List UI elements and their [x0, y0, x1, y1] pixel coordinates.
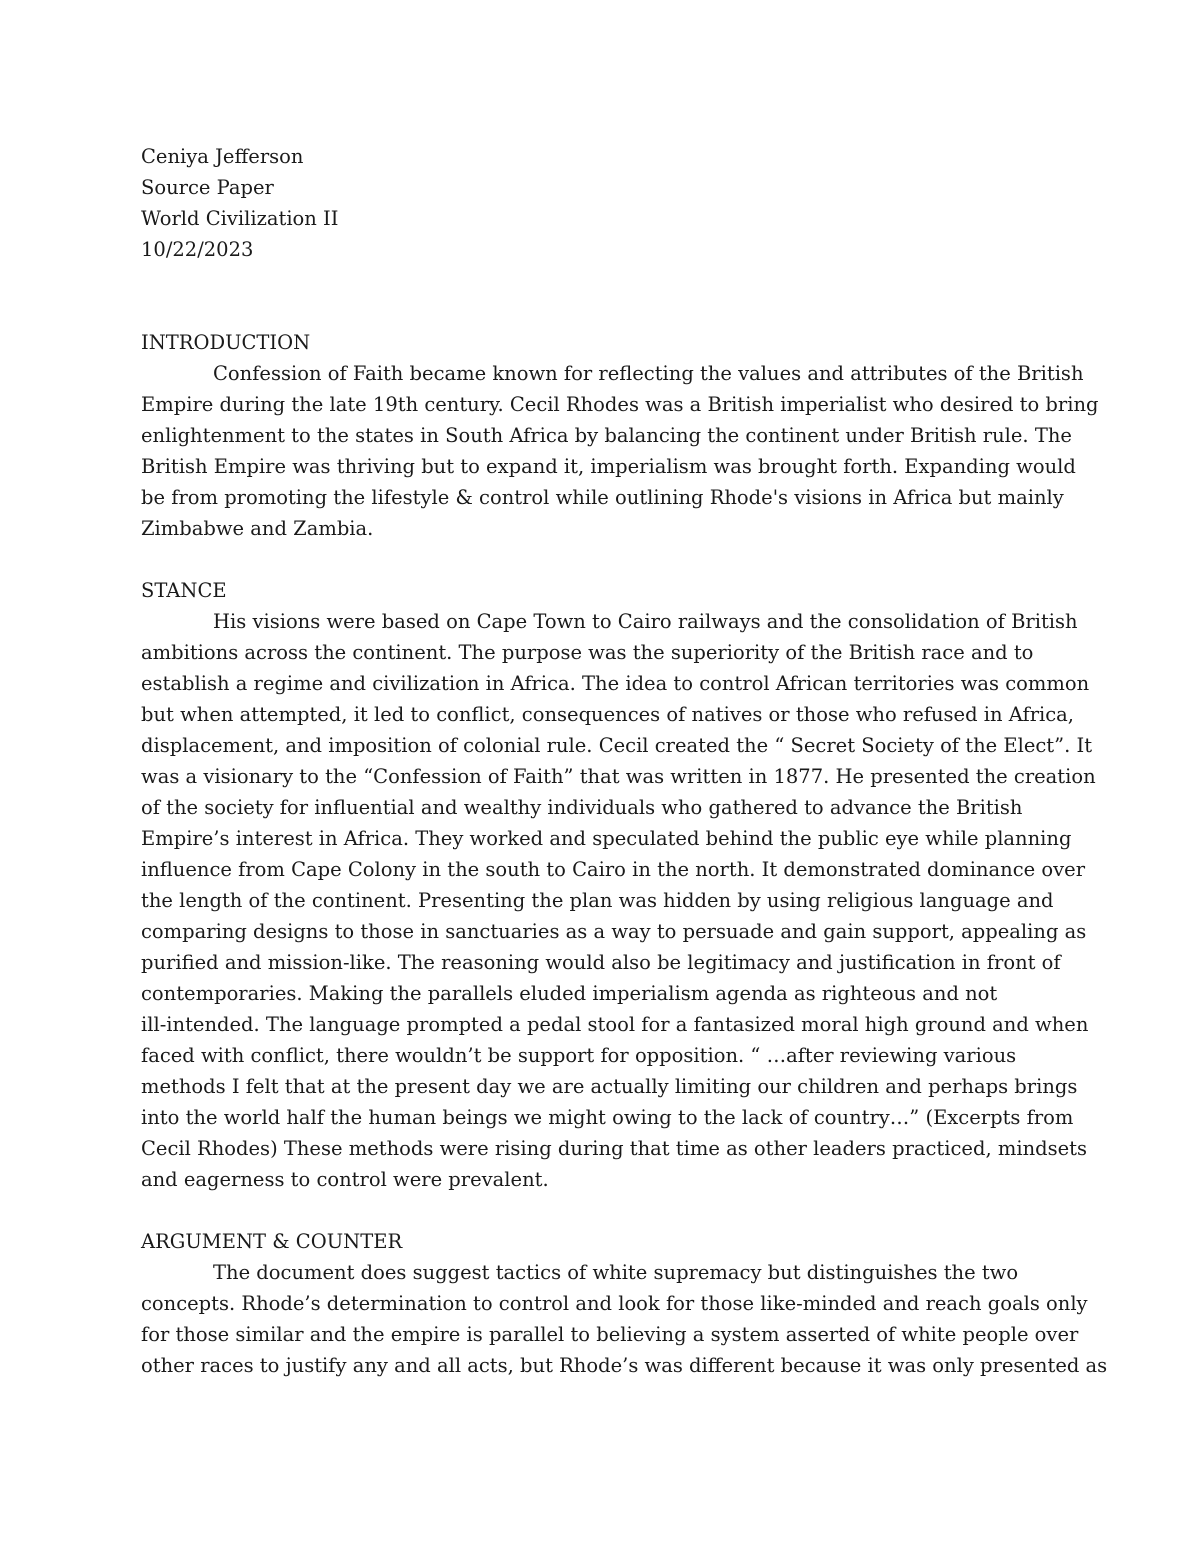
document-body [141, 141, 1108, 1381]
spacer [141, 1195, 1061, 1226]
document-date: 10/22/2023 [141, 238, 254, 261]
paragraph-line: Empire during the late 19th century. Cecil Rhodes was a British imperialist who desired to bring [141, 393, 1099, 416]
paragraph-line: Empire’s interest in Africa. They worked and speculated behind the public eye while planning [141, 827, 1072, 850]
paragraph-line: ill-intended. The language prompted a pedal stool for a fantasized moral high ground and when [141, 1013, 1089, 1036]
paragraph-line: His visions were based on Cape Town to Cairo railways and the consolidation of British [213, 610, 1078, 633]
paragraph-line: influence from Cape Colony in the south to Cairo in the north. It demonstrated dominance over [141, 858, 1086, 881]
paragraph-line: ambitions across the continent. The purpose was the superiority of the British race and to [141, 641, 1034, 664]
paragraph-line: displacement, and imposition of colonial rule. Cecil created the “ Secret Society of the Elect”. It [141, 734, 1093, 757]
paragraph-line: faced with conflict, there wouldn’t be support for opposition. “ …after reviewing various [141, 1044, 1017, 1067]
paragraph-line: into the world half the human beings we might owing to the lack of country…” (Excerpts from [141, 1106, 1074, 1129]
paragraph-line: enlightenment to the states in South Africa by balancing the continent under British rule. The [141, 424, 1072, 447]
paragraph-line: the length of the continent. Presenting the plan was hidden by using religious language and [141, 889, 1054, 912]
section-heading-stance: STANCE [141, 579, 227, 602]
paragraph-line: comparing designs to those in sanctuaries as a way to persuade and gain support, appealing as [141, 920, 1087, 943]
paragraph-line: Confession of Faith became known for reflecting the values and attributes of the British [213, 362, 1084, 385]
paragraph-line: The document does suggest tactics of white supremacy but distinguishes the two [213, 1261, 1019, 1284]
paragraph-line: be from promoting the lifestyle & control while outlining Rhode's visions in Africa but mainly [141, 486, 1064, 509]
spacer [141, 544, 1061, 575]
paragraph-line: contemporaries. Making the parallels eluded imperialism agenda as righteous and not [141, 982, 998, 1005]
paragraph-line: purified and mission-like. The reasoning would also be legitimacy and justification in front of [141, 951, 1061, 974]
paragraph-line: and eagerness to control were prevalent. [141, 1168, 549, 1191]
paragraph-line: for those similar and the empire is parallel to believing a system asserted of white people over [141, 1323, 1079, 1346]
paragraph-line: methods I felt that at the present day we are actually limiting our children and perhaps brings [141, 1075, 1078, 1098]
course-name: World Civilization II [141, 207, 339, 230]
paragraph-line: but when attempted, it led to conflict, consequences of natives or those who refused in Africa, [141, 703, 1075, 726]
author-name: Ceniya Jefferson [141, 145, 304, 168]
paragraph-line: concepts. Rhode’s determination to control and look for those like-minded and reach goals only [141, 1292, 1088, 1315]
paragraph-line: British Empire was thriving but to expand it, imperialism was brought forth. Expanding would [141, 455, 1076, 478]
paragraph-line: Zimbabwe and Zambia. [141, 517, 374, 540]
assignment-title: Source Paper [141, 176, 274, 199]
spacer [141, 265, 1061, 327]
paragraph-line: Cecil Rhodes) These methods were rising during that time as other leaders practiced, mindsets [141, 1137, 1088, 1160]
paragraph-line: other races to justify any and all acts, but Rhode’s was different because it was only presented as [141, 1354, 1108, 1377]
paragraph-line: was a visionary to the “Confession of Faith” that was written in 1877. He presented the creation [141, 765, 1096, 788]
paragraph-line: establish a regime and civilization in Africa. The idea to control African territories was common [141, 672, 1090, 695]
section-heading-argument-counter: ARGUMENT & COUNTER [141, 1230, 403, 1253]
section-heading-introduction: INTRODUCTION [141, 331, 311, 354]
paragraph-line: of the society for influential and wealthy individuals who gathered to advance the British [141, 796, 1023, 819]
